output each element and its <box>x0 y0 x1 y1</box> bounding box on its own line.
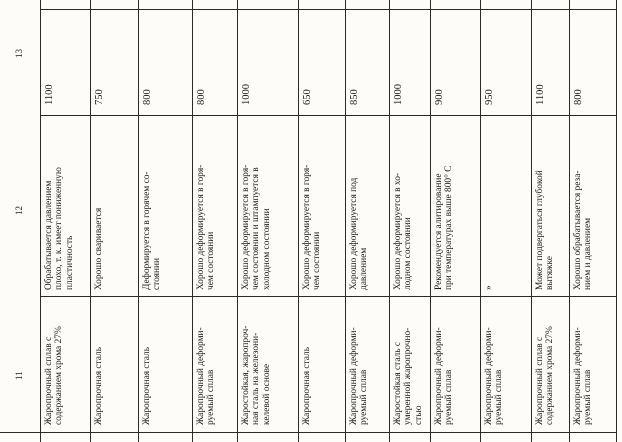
cell-material-description <box>533 296 568 431</box>
cell-processing-notes <box>194 115 236 296</box>
cell-temperature-value-text: 800 <box>142 89 153 105</box>
row-separator <box>531 0 532 442</box>
cell-material-description <box>347 296 388 431</box>
cell-material-description-text: Жаропрочный деформи- руемый сплав <box>434 327 455 425</box>
cell-temperature-value-text: 800 <box>573 89 584 105</box>
cell-processing-notes <box>347 115 388 296</box>
row-separator <box>430 0 431 442</box>
cell-processing-notes <box>432 115 479 296</box>
cell-processing-notes <box>42 115 89 296</box>
cell-material-description <box>239 296 297 431</box>
row-separator <box>40 0 41 442</box>
cell-material-description <box>482 296 530 431</box>
cell-temperature-value <box>571 9 615 115</box>
cell-material-description-text: Жаропрочный сплав с содержанием хрома 27% <box>44 326 65 425</box>
row-separator <box>480 0 481 442</box>
cell-material-description <box>391 296 429 431</box>
column-number-12: 12 <box>14 206 24 215</box>
cell-temperature-value-text: 900 <box>434 89 445 105</box>
cell-material-description <box>42 296 89 431</box>
cell-processing-notes <box>300 115 344 296</box>
cell-material-description <box>194 296 236 431</box>
cell-material-description-text: Жаропрочный деформи- руемый сплав <box>573 327 594 425</box>
cell-processing-notes-text: » <box>484 285 494 290</box>
cell-processing-notes <box>92 115 137 296</box>
column-number-11: 11 <box>14 371 24 380</box>
cell-temperature-value <box>533 9 568 115</box>
cell-temperature-value <box>42 9 89 115</box>
cell-processing-notes-text: Хорошо деформируется в хо- лодном состоянии <box>393 172 414 290</box>
cell-temperature-value-text: 1100 <box>44 84 55 105</box>
cell-temperature-value <box>92 9 137 115</box>
cell-temperature-value <box>482 9 530 115</box>
cell-processing-notes-text: Может подвергаться глубокой вытяжке <box>535 170 556 290</box>
cell-temperature-value-text: 1000 <box>393 84 404 105</box>
row-separator <box>389 0 390 442</box>
cell-temperature-value <box>347 9 388 115</box>
row-separator <box>138 0 139 442</box>
cell-temperature-value <box>391 9 429 115</box>
cell-material-description <box>432 296 479 431</box>
cell-processing-notes <box>140 115 191 296</box>
cell-material-description-text: Жаропрочная сталь <box>302 347 312 425</box>
cell-processing-notes-text: Хорошо деформируется в горя- чем состоянии и штампуется в холодном состоянии <box>241 164 272 290</box>
column-number-13: 13 <box>14 49 24 58</box>
cell-material-description-text: Жаропрочная сталь <box>142 347 152 425</box>
cell-material-description-text: Жаростойкая сталь с умеренной жаропрочно- стью <box>393 327 424 425</box>
cell-processing-notes-text: Обрабатывается давлением плохо, т. к. имеет пониженную пластичность <box>44 167 75 290</box>
cell-processing-notes-text: Хорошо деформируется в горя- чем состоянии <box>196 164 217 290</box>
cell-temperature-value-text: 1100 <box>535 84 546 105</box>
cell-material-description-text: Жаропрочный деформи- руемый сплав <box>196 327 217 425</box>
row-separator <box>192 0 193 442</box>
cell-temperature-value-text: 650 <box>302 89 313 105</box>
cell-temperature-value-text: 950 <box>484 89 495 105</box>
cell-processing-notes <box>533 115 568 296</box>
cell-material-description-text: Жаропрочный деформи- руемый сплав <box>484 327 505 425</box>
cell-processing-notes-text: Хорошо деформируется под давлением <box>349 177 370 290</box>
cell-temperature-value-text: 850 <box>349 89 360 105</box>
table-horizontal-rule <box>0 432 616 433</box>
cell-temperature-value-text: 750 <box>94 89 105 105</box>
cell-material-description-text: Жаропрочный сплав с содержанием хрома 27% <box>535 326 556 425</box>
cell-processing-notes <box>239 115 297 296</box>
cell-processing-notes-text: Хорошо обрабатывается реза- нием и давлением <box>573 170 594 290</box>
cell-processing-notes <box>571 115 615 296</box>
row-separator <box>237 0 238 442</box>
row-separator <box>569 0 570 442</box>
row-separator <box>90 0 91 442</box>
cell-processing-notes-text: Хорошо деформируется в горя- чем состоянии <box>302 164 323 290</box>
cell-temperature-value <box>239 9 297 115</box>
cell-temperature-value <box>140 9 191 115</box>
row-separator <box>298 0 299 442</box>
cell-material-description <box>140 296 191 431</box>
cell-processing-notes-text: Рекомендуется алитирование при температурах выше 800° С <box>434 165 455 290</box>
cell-material-description-text: Жаростойкая, жаропроч- ная сталь на железони- келевой основе <box>241 325 272 425</box>
cell-material-description <box>300 296 344 431</box>
row-separator <box>616 0 617 442</box>
cell-temperature-value-text: 800 <box>196 89 207 105</box>
cell-temperature-value <box>432 9 479 115</box>
cell-material-description <box>571 296 615 431</box>
cell-processing-notes <box>482 115 530 296</box>
cell-material-description-text: Жаропрочная сталь <box>94 347 104 425</box>
cell-temperature-value <box>194 9 236 115</box>
cell-processing-notes-text: Хорошо сваривается <box>94 207 104 290</box>
cell-temperature-value <box>300 9 344 115</box>
cell-temperature-value-text: 1000 <box>241 84 252 105</box>
cell-material-description-text: Жаропрочный деформи- руемый сплав <box>349 327 370 425</box>
cell-processing-notes <box>391 115 429 296</box>
cell-material-description <box>92 296 137 431</box>
row-separator <box>345 0 346 442</box>
cell-processing-notes-text: Деформируется в горячем со- стоянии <box>142 171 163 290</box>
